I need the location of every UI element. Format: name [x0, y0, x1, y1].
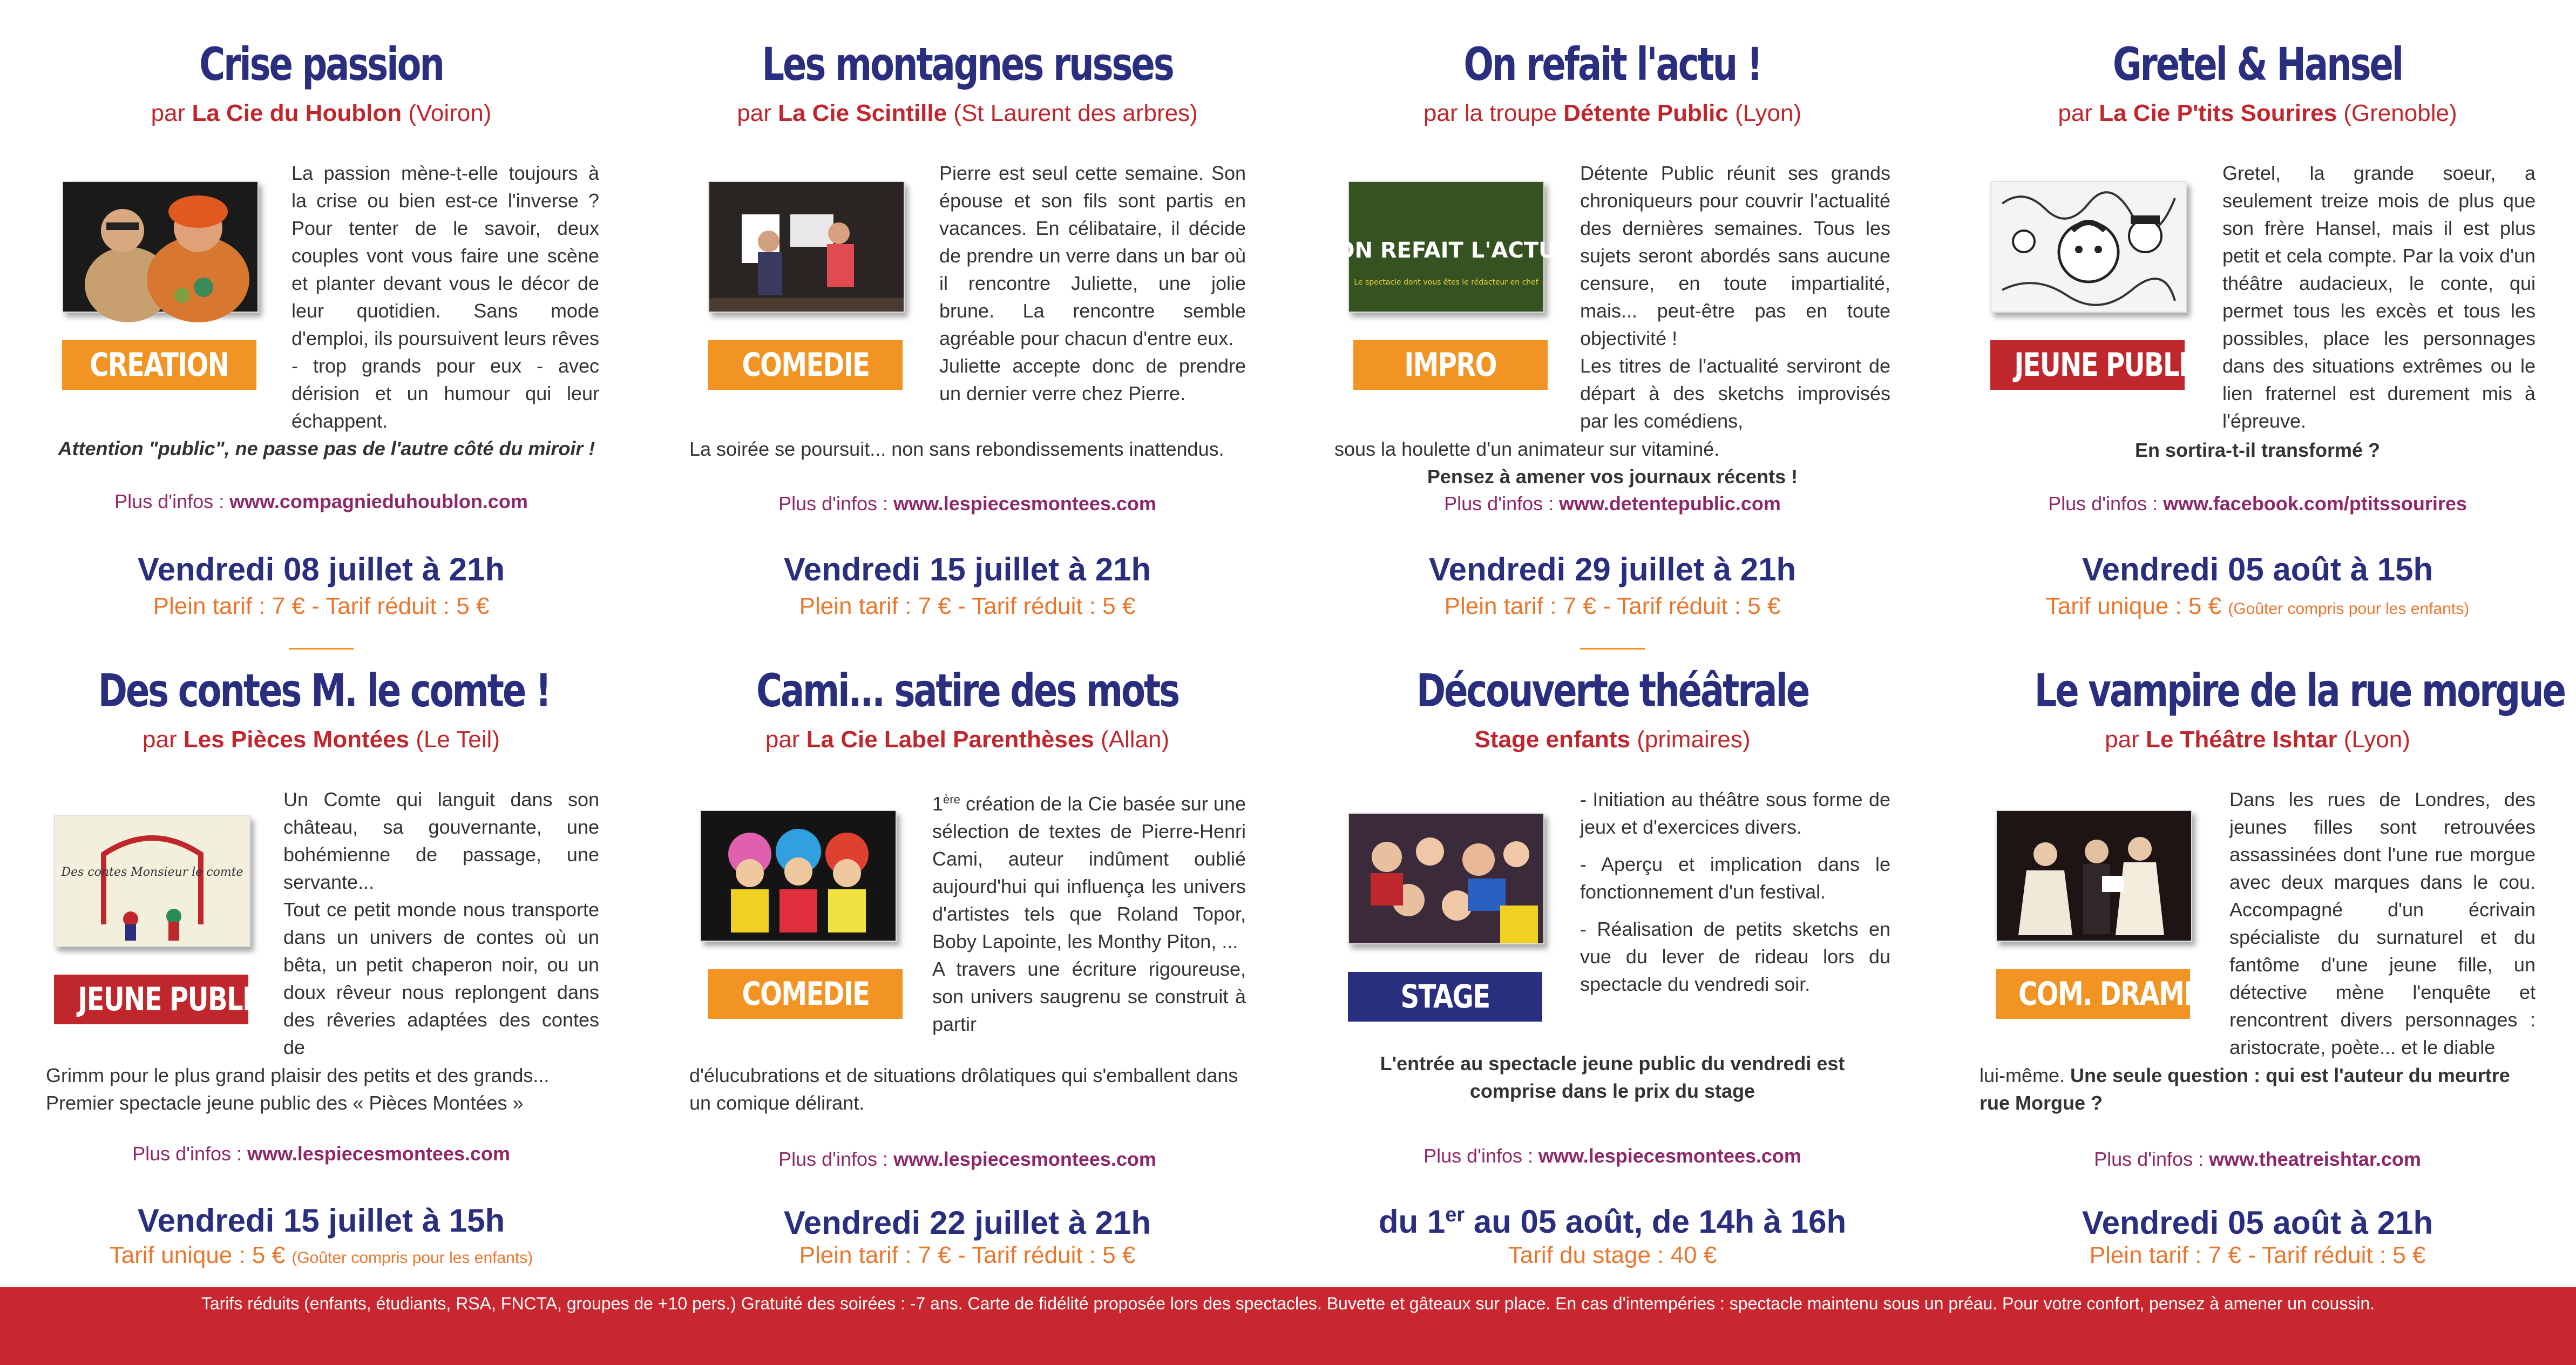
show-card-decouverte-theatrale: [1326, 626, 1899, 1268]
show-highlight: Une seule question : qui est l'auteur du meurtre rue Morgue ?: [1980, 1064, 2510, 1114]
show-description: Détente Public réunit ses grands chroniqueurs pour couvrir l'actualité des dernières semaines. Tous les sujets seront abordés sans aucune censure, en toute impartialité, mais... peut-être pas en toute objectivité ! Les titres de l'actualité serviront de départ à des sketchs improvisés par les comédiens,: [1580, 162, 1890, 432]
show-company-line: [1326, 726, 1899, 753]
show-price: Plein tarif : 7 € - Tarif réduit : 5 €: [799, 1242, 1136, 1268]
category-tag: IMPRO: [1353, 340, 1548, 390]
show-title: Gretel & Hansel: [2112, 38, 2403, 91]
by-label: par: [2105, 726, 2139, 753]
footer-banner: Tarifs réduits (enfants, étudiants, RSA, FNCTA, groupes de +10 pers.) Gratuité des soirées : -7 ans. Carte de fidélité proposée lors des spectacles. Buvette et gâteaux sur place. En cas d'intempéries : spectacle maintenu sous un préau. Pour votre confort, pensez à amener un coussin.: [0, 1287, 2576, 1365]
show-title: Les montagnes russes: [762, 38, 1173, 91]
show-date: Vendredi 05 août à 15h: [2082, 551, 2433, 587]
category-tag: JEUNE PUBLIC: [1990, 340, 2185, 390]
show-company-line: [35, 100, 607, 127]
category-tag: STAGE: [1348, 972, 1542, 1022]
company-place: (Le Teil): [416, 726, 500, 753]
show-company-line: [681, 100, 1253, 127]
info-link[interactable]: www.lespiecesmontees.com: [1538, 1145, 1801, 1167]
show-date: Vendredi 22 juillet à 21h: [783, 1205, 1151, 1241]
show-company-line: [681, 726, 1253, 753]
category-tag: COM. DRAME: [1996, 969, 2190, 1019]
by-label: par: [765, 726, 800, 753]
show-card-on-refait-l-actu: [1326, 0, 1899, 621]
show-card-le-vampire: [1971, 626, 2565, 1268]
by-label: par: [737, 100, 771, 126]
show-card-cami: [681, 626, 1253, 1268]
more-info: Plus d'infos : www.compagnieduhoublon.com: [114, 490, 528, 512]
company-place: (Voiron): [408, 100, 492, 126]
show-description-end: La soirée se poursuit... non sans rebondissements inattendus.: [689, 438, 1224, 460]
info-link[interactable]: www.lespiecesmontees.com: [893, 1148, 1156, 1170]
show-photo: [62, 181, 259, 313]
show-title: On refait l'actu !: [1463, 38, 1761, 91]
category-tag: COMEDIE: [708, 969, 903, 1019]
more-info: Plus d'infos : www.detentepublic.com: [1444, 492, 1781, 515]
svg-text:Le spectacle dont vous êtes le: Le spectacle dont vous êtes le rédacteur en chef: [1354, 278, 1538, 287]
by-label: par: [2058, 100, 2092, 126]
show-company-line: [1971, 726, 2544, 753]
company-name: La Cie P'tits Sourires: [2099, 100, 2337, 126]
show-price: Plein tarif : 7 € - Tarif réduit : 5 €: [153, 593, 490, 619]
company-name: La Cie Label Parenthèses: [806, 726, 1094, 753]
show-price: Tarif unique : 5 € (Goûter compris pour les enfants): [109, 1242, 533, 1268]
show-photo: [1348, 813, 1544, 944]
show-date: Vendredi 05 août à 21h: [2082, 1205, 2433, 1241]
show-date: Vendredi 15 juillet à 21h: [783, 551, 1151, 587]
company-place: (primaires): [1637, 726, 1751, 753]
info-link[interactable]: www.lespiecesmontees.com: [893, 492, 1156, 515]
company-place: (Lyon): [1735, 100, 1802, 126]
category-tag: COMEDIE: [708, 340, 903, 390]
info-link[interactable]: www.theatreishtar.com: [2209, 1148, 2421, 1170]
svg-text:Des contes Monsieur le comte: Des contes Monsieur le comte: [61, 866, 243, 879]
show-date: Vendredi 08 juillet à 21h: [137, 551, 505, 587]
show-highlight: En sortira-t-il transformé ?: [2134, 439, 2381, 461]
show-highlight: Pensez à amener vos journaux récents !: [1427, 465, 1798, 488]
by-label: par: [143, 726, 177, 753]
by-label: par: [151, 100, 186, 126]
show-date: du 1er au 05 août, de 14h à 16h: [1378, 1204, 1847, 1240]
company-name: Le Théâtre Ishtar: [2145, 726, 2337, 753]
show-photo: [708, 181, 905, 313]
by-label: par la troupe: [1423, 100, 1557, 126]
company-place: (St Laurent des arbres): [953, 100, 1198, 126]
show-description-end: d'élucubrations et de situations drôlatiques qui s'emballent dans un comique délirant.: [689, 1064, 1238, 1114]
show-photo: [700, 810, 897, 942]
show-bullets: [1580, 786, 1890, 998]
company-name: La Cie du Houblon: [192, 100, 402, 126]
show-company-line: [35, 726, 607, 753]
show-title: Crise passion: [199, 38, 443, 91]
company-name: La Cie Scintille: [778, 100, 947, 126]
company-place: (Allan): [1101, 726, 1170, 753]
bullet-item: - Aperçu et implication dans le fonctionnement d'un festival.: [1580, 853, 1890, 903]
more-info: Plus d'infos : www.lespiecesmontees.com: [1423, 1145, 1801, 1167]
show-title: Découverte théâtrale: [1416, 664, 1809, 717]
show-highlight: Attention "public", ne passe pas de l'autre côté du miroir !: [58, 437, 595, 459]
show-description: 1ère création de la Cie basée sur une sélection de textes de Pierre-Henri Cami, auteur indûment oublié aujourd'hui qui influença les univers d'artistes tels que Roland Topor, Boby Lapointe, les Monthy Piton, ... A travers une écriture rigoureuse, son univers saugrenu se construit à partir: [932, 793, 1246, 1035]
show-price: Plein tarif : 7 € - Tarif réduit : 5 €: [1444, 593, 1781, 619]
show-date: Vendredi 29 juillet à 21h: [1428, 551, 1797, 587]
show-card-des-contes: [35, 626, 607, 1268]
show-company-line: [1971, 100, 2544, 127]
show-card-gretel-hansel: [1971, 0, 2544, 621]
show-highlight: L'entrée au spectacle jeune public du vendredi est comprise dans le prix du stage: [1380, 1052, 1845, 1102]
more-info: Plus d'infos : www.lespiecesmontees.com: [132, 1143, 510, 1165]
show-title: Des contes M. le comte !: [98, 664, 550, 717]
show-illustration: [1990, 181, 2187, 313]
show-poster: [54, 815, 250, 947]
company-name: Les Pièces Montées: [183, 726, 410, 753]
info-link[interactable]: www.lespiecesmontees.com: [247, 1143, 510, 1165]
show-title: Cami... satire des mots: [756, 664, 1179, 717]
more-info: Plus d'infos : www.lespiecesmontees.com: [778, 1148, 1156, 1170]
show-poster: [1336, 181, 1556, 313]
show-company-line: [1326, 100, 1899, 127]
category-tag: JEUNE PUBLIC: [54, 975, 248, 1024]
show-description: Gretel, la grande soeur, a seulement treize mois de plus que son frère Hansel, mais il est plus petit et cela compte. Par la voix d'un théâtre audacieux, le conte, qui permet tous les excès et tous les possibles, place les personnages dans des situations extrêmes ou le lien fraternel est durement mis à l'épreuve.: [2222, 162, 2536, 432]
show-price: Tarif unique : 5 € (Goûter compris pour les enfants): [2045, 593, 2470, 619]
category-tag: CREATION: [62, 340, 256, 390]
show-price: Tarif du stage : 40 €: [1508, 1242, 1717, 1268]
show-photo: [1996, 810, 2192, 942]
show-card-les-montagnes-russes: [681, 0, 1253, 621]
show-title: Le vampire de la rue morgue: [2034, 664, 2565, 717]
show-price: Plein tarif : 7 € - Tarif réduit : 5 €: [2089, 1242, 2426, 1268]
show-description: La passion mène-t-elle toujours à la crise ou bien est-ce l'inverse ? Pour tenter de le savoir, deux couples vont vous faire une scène et planter devant vous le décor de leur quotidien. Sans mode d'emploi, ils poursuivent leurs rêves - trop grands pour eux - avec dérision et un humour qui leur échappent.: [292, 162, 599, 432]
show-price: Plein tarif : 7 € - Tarif réduit : 5 €: [799, 593, 1136, 619]
show-date: Vendredi 15 juillet à 15h: [137, 1202, 505, 1239]
company-place: (Lyon): [2343, 726, 2410, 753]
info-link[interactable]: www.compagnieduhoublon.com: [229, 490, 528, 512]
show-description: Pierre est seul cette semaine. Son épouse et son fils sont partis en vacances. En célibataire, il décide de prendre un verre dans un bar où il rencontre Juliette, une jolie brune. La rencontre semble agréable pour chacun d'entre eux. Juliette accepte donc de prendre un dernier verre chez Pierre.: [939, 162, 1246, 404]
svg-text:ON REFAIT L'ACTU: ON REFAIT L'ACTU: [1336, 238, 1556, 263]
more-info: Plus d'infos : www.theatreishtar.com: [2094, 1148, 2421, 1170]
show-description: Un Comte qui languit dans son château, sa gouvernante, une bohémienne de passage, une servante... Tout ce petit monde nous transporte dans un univers de contes où un bêta, un petit chaperon noir, ou un doux rêveur nous replongent dans des rêveries adaptées des contes de: [283, 788, 599, 1058]
bullet-item: - Initiation au théâtre sous forme de jeux et d'exercices divers.: [1580, 788, 1890, 838]
info-link[interactable]: www.facebook.com/ptitssourires: [2163, 492, 2467, 515]
company-place: (Grenoble): [2343, 100, 2457, 126]
more-info: Plus d'infos : www.facebook.com/ptitssourires: [2048, 492, 2467, 515]
show-description: Dans les rues de Londres, des jeunes filles sont retrouvées assassinées dont l'une rue morgue avec deux marques dans le cou. Accompagné d'un écrivain spécialiste du surnaturel et du fantôme d'une jeune fille, un détective mène l'enquête et rencontrent divers personnages : aristocrate, poète... et le diable: [2229, 788, 2536, 1058]
company-name: Détente Public: [1563, 100, 1728, 126]
show-description-end: sous la houlette d'un animateur sur vitaminé.: [1334, 438, 1720, 460]
info-link[interactable]: www.detentepublic.com: [1559, 492, 1781, 515]
show-description-end: Grimm pour le plus grand plaisir des petits et des grands... Premier spectacle jeune public des « Pièces Montées »: [46, 1064, 550, 1114]
bullet-item: - Réalisation de petits sketchs en vue du lever de rideau lors du spectacle du vendredi soir.: [1580, 918, 1890, 995]
company-name: Stage enfants: [1474, 726, 1631, 753]
show-description-end: lui-même. Une seule question : qui est l'auteur du meurtre rue Morgue ?: [1980, 1064, 2510, 1114]
more-info: Plus d'infos : www.lespiecesmontees.com: [778, 492, 1156, 515]
show-card-crise-passion: [35, 0, 607, 621]
